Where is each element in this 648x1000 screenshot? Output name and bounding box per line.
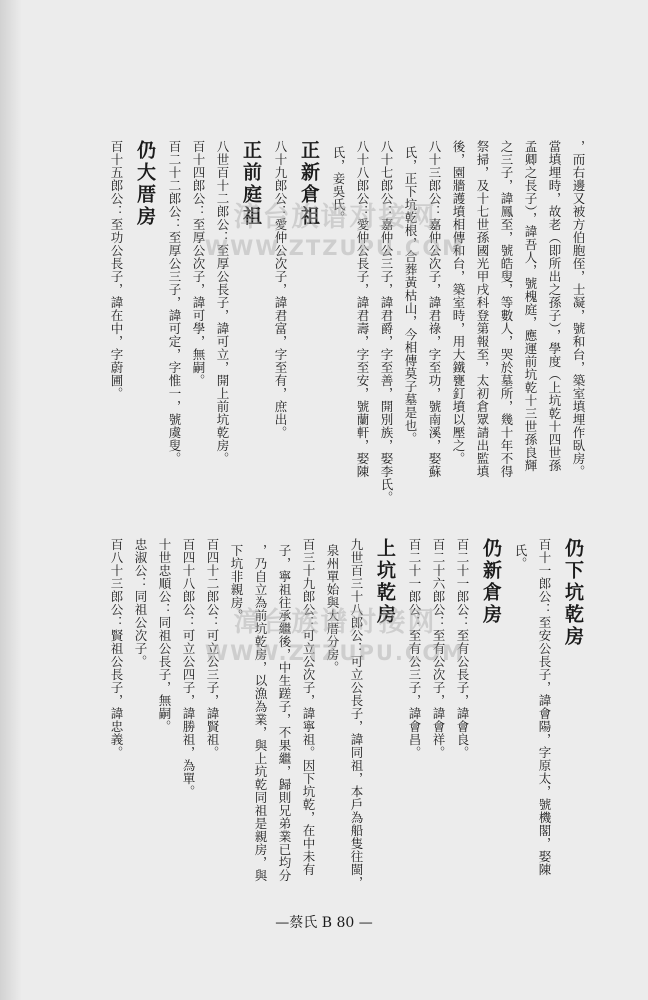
upper-text-block <box>104 140 590 520</box>
watermark-url: WWW.ZTZUPU.COM <box>204 236 466 260</box>
watermark-text: 漳台族谱对接网 <box>233 202 437 233</box>
section-heading: 仍下坑乾房 <box>562 538 584 648</box>
text-column: 氏，正下坑乾根，合葬黃枯山，今相傳莫子墓是也。 <box>403 146 418 445</box>
entry-column: 百八十三郎公：賢祖公長子，諱忠義。 <box>109 538 124 759</box>
entry-column: 八世百十二郎公：至厚公長子，諱可立，開上前坑乾房。 <box>215 140 230 465</box>
entry-column: 八十九郎公：愛仲公次子，諱君富，字至有，庶出。 <box>273 140 288 439</box>
entry-column: 忠淑公：同祖公次子。 <box>133 538 148 668</box>
text-column: 後，園牆護墳相傳和台，築室時，用大鐵甕釘墳以壓之。 <box>451 140 466 465</box>
section-heading: 仍新倉房 <box>480 538 502 626</box>
entry-column: 百十一郎公：至安公長子，諱會陽，字原太，號機閣，娶陳 <box>537 538 552 876</box>
entry-column: 八十七郎公：嘉仲公三子，諱君爵，字至善，開別族，娶李氏。 <box>379 140 394 504</box>
text-column: 氏，妾吳氏。 <box>331 146 346 224</box>
entry-column: 百四十二郎公：可立公三子，諱賢祖。 <box>205 538 220 759</box>
text-column: 之三子，諱鳳至，號皓叟，等數人，哭於墓所，幾十年不得 <box>499 140 514 478</box>
entry-column: 八十三郎公：嘉仲公次子，諱君祿，字至功，號南溪，娶蘇 <box>427 140 442 478</box>
section-heading: 上坑乾房 <box>374 538 396 626</box>
entry-column: 百十五郎公：至功公長子，諱在中，字蔚圃。 <box>109 140 124 400</box>
lower-text-block <box>104 538 590 889</box>
entry-column: 百二十一郎公：至有公長子，諱會良。 <box>455 538 470 759</box>
page-number: —蔡氏 B 80 — <box>275 915 373 931</box>
section-heading: 仍大厝房 <box>134 140 156 228</box>
text-column: 氏。 <box>513 544 528 570</box>
entry-column: 百二十一郎公：至有公三子，諱會昌。 <box>407 538 422 759</box>
text-column: 祭掃，及十七世孫國光甲戌科登第報至，太初倉眾請出監填 <box>475 140 490 478</box>
entry-column: 八十八郎公：愛仲公長子，諱君壽，字至安，號蘭軒，娶陳 <box>355 140 370 478</box>
text-column: 子，寧祖往承繼後，中生蹉子，不果繼，歸則兄弟業已均分 <box>277 544 292 882</box>
entry-column: 百十四郎公：至厚公次子，諱可學，無嗣。 <box>191 140 206 387</box>
entry-column: 百二十六郎公：至有公次子，諱會祥。 <box>431 538 446 759</box>
page-binding-shadow <box>0 0 22 1000</box>
entry-column: 九世百三十八郎公：可立公長子，諱同祖，本戶為船隻往閩， <box>349 538 364 889</box>
watermark-text: 漳台族谱对接网 <box>233 607 437 638</box>
text-column: 泉州單始與大厝分房。 <box>325 544 340 674</box>
text-column: 孟卿之長子），諱吾人，號槐庭，應運前坑乾十三世孫良輝 <box>523 140 538 472</box>
entry-column: 十世忠順公：同祖公長子，無嗣。 <box>157 538 172 733</box>
watermark-url: WWW.ZTZUPU.COM <box>204 641 466 665</box>
text-column: ，而右邊又被方伯胞侄，士凝，號和台，築室填埋作臥房。 <box>571 140 586 478</box>
text-column: 當填埋時，故老（即所出之孫子），學度（上坑乾十四世孫 <box>547 140 562 472</box>
text-column: 下坑非親房。 <box>229 544 244 622</box>
section-heading: 正前庭祖 <box>240 140 262 228</box>
entry-column: 百三十九郎公：可立公次子，諱寧祖。因下坑乾，在中未有 <box>301 538 316 876</box>
entry-column: 百四十八郎公：可立公四子，諱勝祖，為單。 <box>181 538 196 798</box>
section-heading: 正新倉祖 <box>298 140 320 228</box>
entry-column: 百二十二郎公：至厚公三子，諱可定，字惟一，號虞叟。 <box>167 140 182 465</box>
text-column: ，乃自立為前坑乾房，以漁為業，與上坑乾同祖是親房，與 <box>253 544 268 882</box>
